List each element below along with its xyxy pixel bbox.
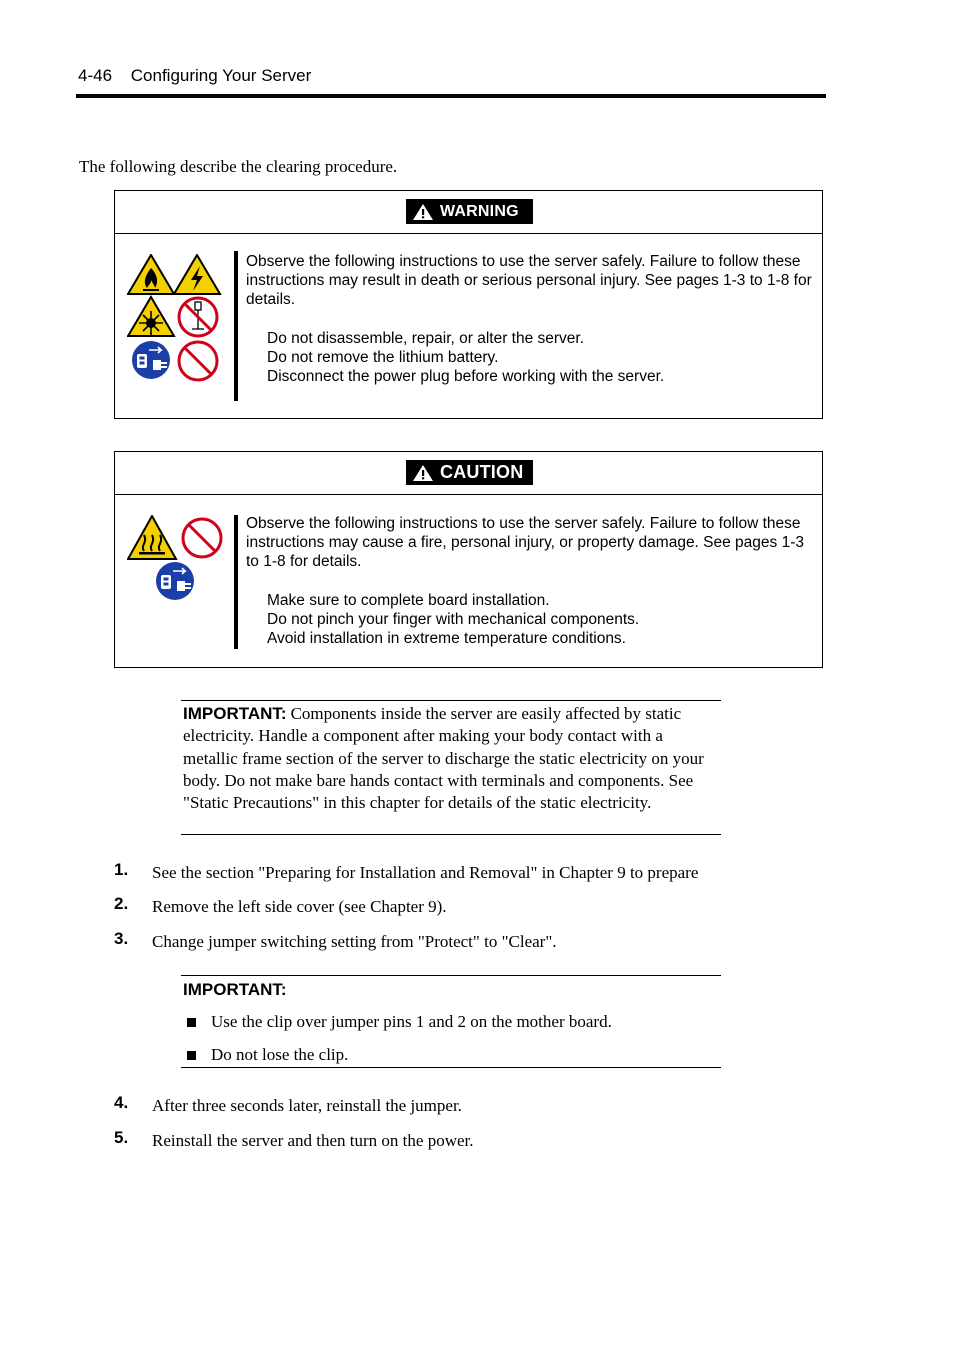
chapter-title: Configuring Your Server [130,66,312,85]
unplug-icon [132,341,170,379]
step-number: 3. [114,929,129,948]
warning-body [115,234,822,418]
bullet-text: Use the clip over jumper pins 1 and 2 on the mother board. [211,1012,612,1031]
step-text: Change jumper switching setting from "Protect" to "Clear". [152,932,557,951]
no-disassembly-icon [179,298,217,336]
warning-item: Disconnect the power plug before working with the server. [267,368,665,386]
caution-item: Avoid installation in extreme temperature conditions. [267,630,626,648]
prohibition-icon [183,519,221,557]
header-rule [76,94,826,98]
page-number: 4-46 [78,66,113,85]
warning-text [246,252,816,386]
caution-label: CAUTION [440,462,524,482]
intro-text: The following describe the clearing procedure. [79,157,398,176]
fire-hazard-icon [128,255,174,294]
bullet-square-icon [187,1018,196,1027]
unplug-icon [156,562,194,600]
caution-triangle-icon [412,464,434,482]
step-text: See the section "Preparing for Installation and Removal" in Chapter 9 to prepare [152,863,699,882]
warning-box [114,190,823,419]
hot-surface-icon [128,516,176,559]
important-label: IMPORTANT: [183,980,287,999]
important-label: IMPORTANT: [183,704,287,723]
step-text: After three seconds later, reinstall the jumper. [152,1096,462,1115]
warning-label: WARNING [440,202,519,220]
page-header [78,66,826,86]
bullet-text: Do not lose the clip. [211,1045,349,1064]
caution-bar [234,515,238,649]
caution-item: Do not pinch your finger with mechanical components. [267,610,640,628]
warning-triangle-icon [412,203,434,221]
bullet-item [183,1045,719,1065]
caution-body [115,495,822,667]
prohibition-icon [179,342,217,380]
warning-header [115,191,822,234]
caution-text [246,514,816,648]
caution-box [114,451,823,668]
electric-shock-icon [174,255,220,294]
step-number: 2. [114,894,129,913]
step-number: 5. [114,1128,129,1147]
caution-lead: Observe the following instructions to use the server safely. Failure to follow these instructions may cause a fire, personal injury, or property damage. See pages 1-3 to 1-8 for details. [246,515,804,571]
warning-icons [127,254,223,387]
bullet-square-icon [187,1051,196,1060]
step-text: Remove the left side cover (see Chapter 9). [152,897,447,916]
warning-item: Do not remove the lithium battery. [267,348,499,366]
caution-badge [406,460,533,485]
step-number: 4. [114,1093,129,1112]
warning-badge [406,199,533,224]
caution-icons [127,515,227,612]
bullet-item [183,1012,719,1032]
important-note-2 [181,975,721,1068]
important-note [181,700,721,835]
step-text: Reinstall the server and then turn on the power. [152,1131,474,1150]
caution-header [115,452,822,495]
laser-hazard-icon [128,297,174,336]
step-number: 1. [114,860,129,879]
important-text: Components inside the server are easily affected by static electricity. Handle a component after making your body contact with a metallic frame section of the server to discharge the static electricity on your body. Do not make bare hands contact with terminals and components. See "Static Precautions" in this chapter for details of the static electricity. [183,704,704,813]
caution-item: Make sure to complete board installation. [267,591,550,609]
warning-bar [234,251,238,401]
warning-lead: Observe the following instructions to use the server safely. Failure to follow these instructions may result in death or serious personal injury. See pages 1-3 to 1-8 for details. [246,253,812,309]
warning-item: Do not disassemble, repair, or alter the server. [267,329,585,347]
